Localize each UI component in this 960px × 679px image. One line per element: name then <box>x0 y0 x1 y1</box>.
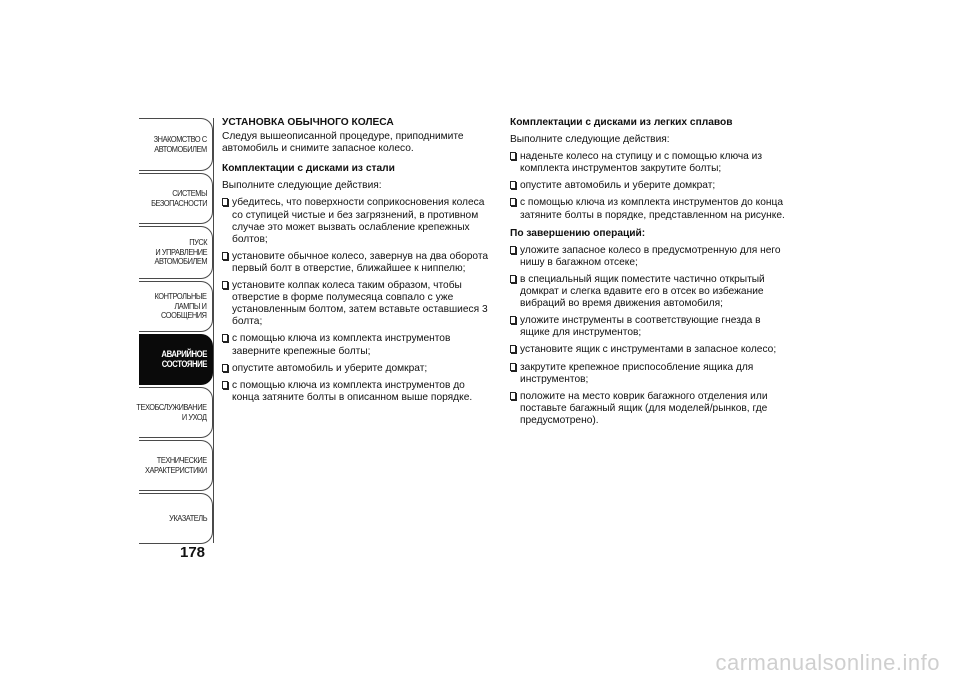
right-column <box>510 117 790 433</box>
checkbox-bullet-icon <box>510 316 516 324</box>
tab-index[interactable] <box>139 493 213 544</box>
sub-heading-alloy: Комплектации с дисками из легких сплавов <box>510 117 733 128</box>
checkbox-bullet-icon <box>222 281 228 289</box>
sub-heading-steel: Комплектации с дисками из стали <box>222 163 395 175</box>
checkbox-bullet-icon <box>222 381 228 389</box>
tab-safety[interactable] <box>139 173 213 224</box>
tab-label: ТЕХОБСЛУЖИВАНИЕ И УХОД <box>136 402 207 422</box>
checkbox-bullet-icon <box>510 392 516 400</box>
list-item: в специальный ящик поместите частично открытый домкрат и слегка вдавите его в отсек во избежание вибраций во время движения автомобиля; <box>510 274 790 310</box>
finish-heading: По завершению операций: <box>510 227 646 239</box>
checkbox-bullet-icon <box>510 152 516 160</box>
tab-label: КОНТРОЛЬНЫЕ ЛАМПЫ И СООБЩЕНИЯ <box>154 291 207 321</box>
checkbox-bullet-icon <box>510 181 516 189</box>
tab-label: СИСТЕМЫ БЕЗОПАСНОСТИ <box>150 188 207 208</box>
tab-emergency[interactable] <box>139 334 213 385</box>
checkbox-bullet-icon <box>222 334 228 342</box>
left-column <box>222 117 494 410</box>
checkbox-bullet-icon <box>222 364 228 372</box>
list-item: с помощью ключа из комплекта инструментов заверните крепежные болты; <box>222 333 494 357</box>
steps-steel <box>222 197 494 403</box>
list-item: уложите запасное колесо в предусмотренную для него нишу в багажном отсеке; <box>510 245 790 269</box>
list-item: уложите инструменты в соответствующие гнезда в ящике для инструментов; <box>510 315 790 339</box>
tab-label: АВАРИЙНОЕ СОСТОЯНИЕ <box>161 349 207 369</box>
tab-specs[interactable] <box>139 440 213 491</box>
steps-alloy <box>510 151 790 221</box>
checkbox-bullet-icon <box>510 275 516 283</box>
list-item: опустите автомобиль и уберите домкрат; <box>222 363 494 375</box>
list-item: наденьте колесо на ступицу и с помощью ключа из комплекта инструментов закрутите болты; <box>510 151 790 175</box>
list-item: установите обычное колесо, завернув на два оборота первый болт в отверстие, ближайшее к ниппелю; <box>222 251 494 275</box>
tab-label: ЗНАКОМСТВО С АВТОМОБИЛЕМ <box>153 134 207 154</box>
list-item: закрутите крепежное приспособление ящика для инструментов; <box>510 362 790 386</box>
list-item: установите колпак колеса таким образом, чтобы отверстие в форме полумесяца совпало с уже установленным болтом, затем вставьте оставшиеся 3 болта; <box>222 280 494 328</box>
list-item: опустите автомобиль и уберите домкрат; <box>510 180 790 192</box>
watermark: carmanualsonline.info <box>715 650 940 675</box>
list-item: с помощью ключа из комплекта инструментов до конца затяните болты в порядке, представленном на рисунке. <box>510 197 790 221</box>
sub-intro: Выполните следующие действия: <box>510 134 670 146</box>
intro-text: Следуя вышеописанной процедуре, приподнимите автомобиль и снимите запасное колесо. <box>222 131 464 155</box>
sub-intro: Выполните следующие действия: <box>222 180 382 192</box>
checkbox-bullet-icon <box>222 198 228 206</box>
list-item: с помощью ключа из комплекта инструментов до конца затяните болты в описанном выше порядке. <box>222 380 494 404</box>
section-title: УСТАНОВКА ОБЫЧНОГО КОЛЕСА <box>222 117 394 128</box>
checkbox-bullet-icon <box>510 363 516 371</box>
tab-maintenance[interactable] <box>136 387 213 438</box>
tab-label: УКАЗАТЕЛЬ <box>169 512 207 523</box>
checkbox-bullet-icon <box>510 198 516 206</box>
tab-label: ПУСК И УПРАВЛЕНИЕ АВТОМОБИЛЕМ <box>154 237 207 267</box>
tab-warning-lights[interactable] <box>139 281 213 332</box>
tab-start[interactable] <box>139 226 213 279</box>
tab-intro[interactable] <box>139 118 213 171</box>
list-item: положите на место коврик багажного отделения или поставьте багажный ящик (для моделей/рынков, где предусмотрено). <box>510 391 790 427</box>
checkbox-bullet-icon <box>222 252 228 260</box>
checkbox-bullet-icon <box>510 246 516 254</box>
list-item: убедитесь, что поверхности соприкосновения колеса со ступицей чистые и без загрязнений, в противном случае это может вызвать ослабление крепежных болтов; <box>222 197 494 245</box>
page-number: 178 <box>180 544 206 561</box>
tab-label: ТЕХНИЧЕСКИЕ ХАРАКТЕРИСТИКИ <box>145 455 207 475</box>
steps-finish <box>510 245 790 427</box>
checkbox-bullet-icon <box>510 345 516 353</box>
list-item: установите ящик с инструментами в запасное колесо; <box>510 344 790 356</box>
tab-divider <box>213 118 214 543</box>
